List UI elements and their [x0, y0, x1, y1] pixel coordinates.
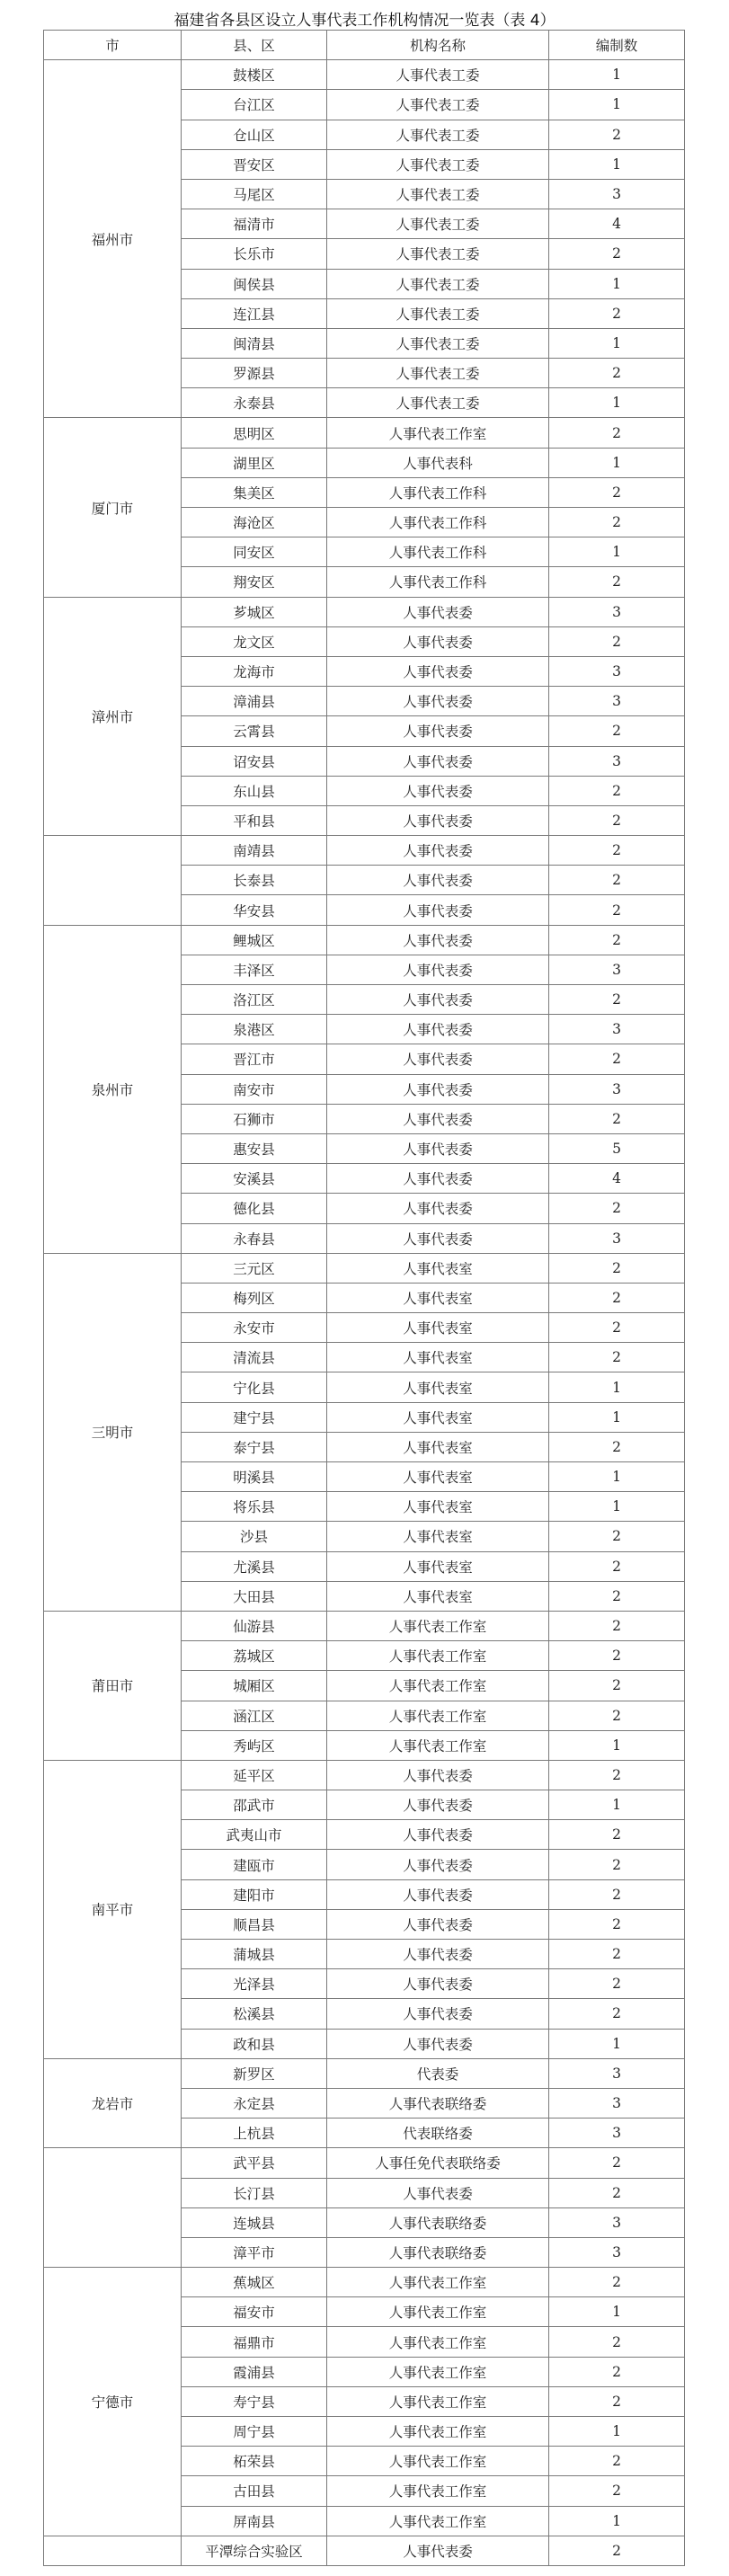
county-cell: 鲤城区: [182, 925, 327, 955]
county-cell: 南靖县: [182, 836, 327, 866]
staff-count-cell: 2: [549, 1104, 685, 1133]
county-cell: 政和县: [182, 2029, 327, 2058]
staff-count-cell: 1: [549, 60, 685, 90]
county-cell: 古田县: [182, 2476, 327, 2506]
staff-count-cell: 2: [549, 985, 685, 1015]
agency-cell: 人事代表委: [327, 746, 549, 776]
agency-cell: 人事代表工作室: [327, 1671, 549, 1701]
staff-count-cell: 2: [549, 418, 685, 448]
table-row: [44, 1253, 685, 1283]
county-cell: 涵江区: [182, 1701, 327, 1730]
agency-cell: 人事代表委: [327, 1850, 549, 1879]
agency-cell: 人事代表室: [327, 1522, 549, 1551]
county-cell: 漳浦县: [182, 687, 327, 716]
staff-count-cell: 2: [549, 508, 685, 537]
staff-count-cell: 2: [549, 836, 685, 866]
document-title: 福建省各县区设立人事代表工作机构情况一览表（表 4）: [173, 12, 556, 30]
county-cell: 鼓楼区: [182, 60, 327, 90]
city-cell: 福州市: [44, 60, 182, 418]
agency-cell: 人事代表委: [327, 895, 549, 925]
city-cell: 莆田市: [44, 1611, 182, 1760]
staff-count-cell: 1: [549, 90, 685, 120]
agency-cell: 人事代表联络委: [327, 2207, 549, 2237]
county-cell: 长汀县: [182, 2178, 327, 2207]
county-cell: 延平区: [182, 1760, 327, 1790]
county-cell: 泉港区: [182, 1015, 327, 1044]
agency-cell: 人事代表委: [327, 1999, 549, 2029]
staff-count-cell: 2: [549, 1999, 685, 2029]
city-cell: 宁德市: [44, 2268, 182, 2536]
agency-cell: 人事代表委: [327, 1879, 549, 1909]
staff-count-cell: 2: [549, 1432, 685, 1461]
staff-count-cell: 2: [549, 1701, 685, 1730]
agency-cell: 人事代表委: [327, 1223, 549, 1253]
agency-cell: 人事代表委: [327, 1760, 549, 1790]
agency-cell: 人事代表室: [327, 1402, 549, 1432]
agency-cell: 人事代表委: [327, 1194, 549, 1223]
county-cell: 福安市: [182, 2297, 327, 2327]
county-cell: 大田县: [182, 1581, 327, 1611]
county-cell: 福清市: [182, 209, 327, 239]
county-cell: 连城县: [182, 2207, 327, 2237]
table-row: [44, 2536, 685, 2565]
staff-count-cell: 3: [549, 687, 685, 716]
staff-count-cell: 1: [549, 1492, 685, 1522]
staff-count-cell: 1: [549, 2506, 685, 2536]
staff-count-cell: 2: [549, 359, 685, 388]
city-cell: 泉州市: [44, 925, 182, 1253]
staff-count-cell: 2: [549, 298, 685, 328]
agency-cell: 人事代表工作室: [327, 2447, 549, 2476]
county-cell: 湖里区: [182, 448, 327, 477]
county-cell: 光泽县: [182, 1969, 327, 1999]
agency-cell: 人事代表委: [327, 1969, 549, 1999]
staff-count-cell: 3: [549, 2058, 685, 2088]
staff-count-cell: 2: [549, 1641, 685, 1671]
county-cell: 武夷山市: [182, 1820, 327, 1850]
staff-count-cell: 2: [549, 925, 685, 955]
agency-cell: 人事代表工委: [327, 149, 549, 179]
county-cell: 建宁县: [182, 1402, 327, 1432]
county-cell: 三元区: [182, 1253, 327, 1283]
agency-cell: 人事代表工委: [327, 388, 549, 418]
city-cell: 漳州市: [44, 597, 182, 836]
agency-cell: 人事代表委: [327, 1790, 549, 1820]
agency-cell: 人事代表委: [327, 1104, 549, 1133]
county-cell: 霞浦县: [182, 2357, 327, 2386]
agency-cell: 人事代表委: [327, 626, 549, 656]
agency-cell: 人事代表委: [327, 687, 549, 716]
table-row: [44, 60, 685, 90]
agency-cell: 人事代表室: [327, 1551, 549, 1581]
staff-count-cell: 1: [549, 2297, 685, 2327]
agency-cell: 人事代表委: [327, 805, 549, 835]
agency-cell: 人事代表委: [327, 1820, 549, 1850]
staff-count-cell: 2: [549, 2148, 685, 2178]
county-cell: 永安市: [182, 1313, 327, 1343]
agency-cell: 人事代表工作室: [327, 2357, 549, 2386]
agency-table: [43, 30, 685, 2566]
county-cell: 永泰县: [182, 388, 327, 418]
table-row: [44, 2268, 685, 2297]
staff-count-cell: 2: [549, 1671, 685, 1701]
county-cell: 宁化县: [182, 1372, 327, 1402]
city-cell: 南平市: [44, 1760, 182, 2058]
staff-count-cell: 1: [549, 1730, 685, 1760]
county-cell: 石狮市: [182, 1104, 327, 1133]
table-row: [44, 836, 685, 866]
agency-cell: 人事代表工委: [327, 328, 549, 358]
staff-count-cell: 3: [549, 2088, 685, 2118]
county-cell: 秀屿区: [182, 1730, 327, 1760]
agency-cell: 人事代表工作科: [327, 537, 549, 567]
agency-cell: 人事代表联络委: [327, 2237, 549, 2267]
staff-count-cell: 1: [549, 1372, 685, 1402]
county-cell: 长泰县: [182, 866, 327, 895]
staff-count-cell: 2: [549, 1313, 685, 1343]
staff-count-cell: 2: [549, 1611, 685, 1640]
staff-count-cell: 2: [549, 2327, 685, 2357]
county-cell: 永定县: [182, 2088, 327, 2118]
agency-cell: 人事代表工委: [327, 179, 549, 209]
staff-count-cell: 2: [549, 1343, 685, 1372]
agency-cell: 人事代表委: [327, 1164, 549, 1194]
table-header-row: [44, 31, 685, 60]
staff-count-cell: 1: [549, 269, 685, 298]
agency-cell: 人事代表科: [327, 448, 549, 477]
agency-cell: 人事代表委: [327, 2178, 549, 2207]
county-cell: 梅列区: [182, 1283, 327, 1312]
staff-count-cell: 3: [549, 1015, 685, 1044]
staff-count-cell: 2: [549, 1522, 685, 1551]
staff-count-cell: 1: [549, 1790, 685, 1820]
county-cell: 晋安区: [182, 149, 327, 179]
staff-count-cell: 3: [549, 179, 685, 209]
county-cell: 清流县: [182, 1343, 327, 1372]
staff-count-cell: 4: [549, 209, 685, 239]
table-row: [44, 1760, 685, 1790]
staff-count-cell: 3: [549, 1074, 685, 1104]
city-cell: 龙岩市: [44, 2058, 182, 2148]
agency-cell: 人事代表室: [327, 1581, 549, 1611]
county-cell: 蒲城县: [182, 1940, 327, 1969]
staff-count-cell: 2: [549, 1820, 685, 1850]
county-cell: 翔安区: [182, 567, 327, 597]
county-cell: 闽侯县: [182, 269, 327, 298]
staff-count-cell: 2: [549, 1850, 685, 1879]
county-cell: 诏安县: [182, 746, 327, 776]
county-cell: 龙文区: [182, 626, 327, 656]
staff-count-cell: 1: [549, 2029, 685, 2058]
agency-cell: 人事代表委: [327, 955, 549, 984]
table-row: [44, 1611, 685, 1640]
header-county: 县、区: [182, 31, 327, 60]
staff-count-cell: 2: [549, 866, 685, 895]
agency-cell: 人事代表委: [327, 776, 549, 805]
header-staff-count: 编制数: [549, 31, 685, 60]
county-cell: 德化县: [182, 1194, 327, 1223]
staff-count-cell: 3: [549, 597, 685, 626]
staff-count-cell: 4: [549, 1164, 685, 1194]
staff-count-cell: 2: [549, 1969, 685, 1999]
agency-cell: 人事代表室: [327, 1283, 549, 1312]
agency-cell: 人事代表委: [327, 597, 549, 626]
agency-cell: 人事代表委: [327, 2536, 549, 2565]
county-cell: 上杭县: [182, 2119, 327, 2148]
staff-count-cell: 3: [549, 2237, 685, 2267]
staff-count-cell: 2: [549, 1760, 685, 1790]
county-cell: 沙县: [182, 1522, 327, 1551]
agency-cell: 人事代表工委: [327, 90, 549, 120]
county-cell: 连江县: [182, 298, 327, 328]
county-cell: 芗城区: [182, 597, 327, 626]
county-cell: 周宁县: [182, 2417, 327, 2447]
county-cell: 龙海市: [182, 656, 327, 686]
county-cell: 洛江区: [182, 985, 327, 1015]
county-cell: 荔城区: [182, 1641, 327, 1671]
agency-cell: 人事代表室: [327, 1462, 549, 1492]
agency-cell: 人事代表工作室: [327, 1641, 549, 1671]
agency-cell: 人事代表工作科: [327, 567, 549, 597]
table-body: [44, 60, 685, 2566]
staff-count-cell: 1: [549, 328, 685, 358]
county-cell: 平和县: [182, 805, 327, 835]
staff-count-cell: 2: [549, 805, 685, 835]
staff-count-cell: 2: [549, 2386, 685, 2416]
agency-cell: 人事任免代表联络委: [327, 2148, 549, 2178]
agency-cell: 人事代表室: [327, 1313, 549, 1343]
header-agency: 机构名称: [327, 31, 549, 60]
county-cell: 建瓯市: [182, 1850, 327, 1879]
table-row: [44, 925, 685, 955]
agency-cell: 人事代表工作室: [327, 2476, 549, 2506]
city-cell: [44, 2148, 182, 2268]
county-cell: 华安县: [182, 895, 327, 925]
county-cell: 安溪县: [182, 1164, 327, 1194]
agency-cell: 人事代表工作室: [327, 418, 549, 448]
staff-count-cell: 2: [549, 1909, 685, 1939]
agency-cell: 人事代表室: [327, 1253, 549, 1283]
agency-cell: 人事代表委: [327, 836, 549, 866]
county-cell: 晋江市: [182, 1044, 327, 1074]
staff-count-cell: 1: [549, 388, 685, 418]
staff-count-cell: 2: [549, 1940, 685, 1969]
county-cell: 柘荣县: [182, 2447, 327, 2476]
staff-count-cell: 2: [549, 1044, 685, 1074]
agency-cell: 人事代表委: [327, 925, 549, 955]
city-cell: 三明市: [44, 1253, 182, 1611]
county-cell: 寿宁县: [182, 2386, 327, 2416]
staff-count-cell: 3: [549, 2207, 685, 2237]
city-cell: [44, 836, 182, 926]
county-cell: 海沧区: [182, 508, 327, 537]
county-cell: 永春县: [182, 1223, 327, 1253]
county-cell: 松溪县: [182, 1999, 327, 2029]
staff-count-cell: 2: [549, 1194, 685, 1223]
agency-cell: 人事代表委: [327, 1909, 549, 1939]
agency-cell: 人事代表委: [327, 985, 549, 1015]
table-row: [44, 2148, 685, 2178]
agency-cell: 人事代表工作室: [327, 1730, 549, 1760]
agency-cell: 人事代表工作室: [327, 1701, 549, 1730]
agency-cell: 人事代表工作科: [327, 508, 549, 537]
staff-count-cell: 2: [549, 239, 685, 269]
staff-count-cell: 3: [549, 955, 685, 984]
agency-cell: 人事代表室: [327, 1492, 549, 1522]
agency-cell: 人事代表工委: [327, 298, 549, 328]
staff-count-cell: 5: [549, 1133, 685, 1163]
agency-cell: 人事代表工委: [327, 269, 549, 298]
county-cell: 蕉城区: [182, 2268, 327, 2297]
staff-count-cell: 1: [549, 149, 685, 179]
county-cell: 建阳市: [182, 1879, 327, 1909]
county-cell: 新罗区: [182, 2058, 327, 2088]
county-cell: 泰宁县: [182, 1432, 327, 1461]
agency-cell: 人事代表联络委: [327, 2088, 549, 2118]
staff-count-cell: 2: [549, 2536, 685, 2565]
county-cell: 仙游县: [182, 1611, 327, 1640]
staff-count-cell: 2: [549, 120, 685, 149]
county-cell: 台江区: [182, 90, 327, 120]
staff-count-cell: 2: [549, 2447, 685, 2476]
county-cell: 闽清县: [182, 328, 327, 358]
staff-count-cell: 3: [549, 656, 685, 686]
county-cell: 云霄县: [182, 716, 327, 746]
staff-count-cell: 3: [549, 1223, 685, 1253]
county-cell: 惠安县: [182, 1133, 327, 1163]
agency-cell: 人事代表委: [327, 1015, 549, 1044]
staff-count-cell: 2: [549, 2476, 685, 2506]
agency-cell: 人事代表工作室: [327, 2297, 549, 2327]
county-cell: 将乐县: [182, 1492, 327, 1522]
agency-cell: 人事代表工作室: [327, 2386, 549, 2416]
header-city: 市: [44, 31, 182, 60]
staff-count-cell: 3: [549, 746, 685, 776]
agency-cell: 代表联络委: [327, 2119, 549, 2148]
county-cell: 长乐市: [182, 239, 327, 269]
staff-count-cell: 1: [549, 448, 685, 477]
county-cell: 福鼎市: [182, 2327, 327, 2357]
agency-cell: 人事代表委: [327, 1133, 549, 1163]
agency-cell: 人事代表委: [327, 1044, 549, 1074]
county-cell: 城厢区: [182, 1671, 327, 1701]
agency-cell: 人事代表委: [327, 716, 549, 746]
county-cell: 武平县: [182, 2148, 327, 2178]
county-cell: 南安市: [182, 1074, 327, 1104]
county-cell: 丰泽区: [182, 955, 327, 984]
staff-count-cell: 2: [549, 1581, 685, 1611]
staff-count-cell: 1: [549, 1402, 685, 1432]
county-cell: 屏南县: [182, 2506, 327, 2536]
agency-cell: 人事代表工委: [327, 239, 549, 269]
agency-cell: 人事代表委: [327, 1940, 549, 1969]
staff-count-cell: 2: [549, 567, 685, 597]
agency-cell: 人事代表工委: [327, 359, 549, 388]
county-cell: 马尾区: [182, 179, 327, 209]
agency-cell: 人事代表委: [327, 2029, 549, 2058]
staff-count-cell: 2: [549, 1551, 685, 1581]
agency-cell: 人事代表工作室: [327, 1611, 549, 1640]
agency-cell: 人事代表委: [327, 866, 549, 895]
staff-count-cell: 1: [549, 2417, 685, 2447]
agency-cell: 人事代表委: [327, 656, 549, 686]
city-cell: 厦门市: [44, 418, 182, 597]
agency-cell: 代表委: [327, 2058, 549, 2088]
agency-cell: 人事代表工作室: [327, 2506, 549, 2536]
agency-cell: 人事代表工作室: [327, 2417, 549, 2447]
agency-cell: 人事代表工作室: [327, 2327, 549, 2357]
county-cell: 思明区: [182, 418, 327, 448]
staff-count-cell: 2: [549, 2178, 685, 2207]
city-cell: [44, 2536, 182, 2565]
agency-cell: 人事代表室: [327, 1372, 549, 1402]
staff-count-cell: 2: [549, 626, 685, 656]
table-row: [44, 418, 685, 448]
county-cell: 同安区: [182, 537, 327, 567]
staff-count-cell: 1: [549, 1462, 685, 1492]
staff-count-cell: 2: [549, 1879, 685, 1909]
county-cell: 平潭综合实验区: [182, 2536, 327, 2565]
staff-count-cell: 1: [549, 537, 685, 567]
county-cell: 集美区: [182, 477, 327, 507]
agency-cell: 人事代表工委: [327, 120, 549, 149]
staff-count-cell: 2: [549, 2357, 685, 2386]
county-cell: 东山县: [182, 776, 327, 805]
agency-cell: 人事代表委: [327, 1074, 549, 1104]
staff-count-cell: 2: [549, 477, 685, 507]
staff-count-cell: 2: [549, 776, 685, 805]
agency-cell: 人事代表工委: [327, 60, 549, 90]
county-cell: 明溪县: [182, 1462, 327, 1492]
county-cell: 漳平市: [182, 2237, 327, 2267]
agency-cell: 人事代表室: [327, 1432, 549, 1461]
staff-count-cell: 2: [549, 1253, 685, 1283]
table-row: [44, 2058, 685, 2088]
agency-cell: 人事代表工作科: [327, 477, 549, 507]
staff-count-cell: 2: [549, 716, 685, 746]
staff-count-cell: 2: [549, 2268, 685, 2297]
county-cell: 仓山区: [182, 120, 327, 149]
county-cell: 尤溪县: [182, 1551, 327, 1581]
county-cell: 顺昌县: [182, 1909, 327, 1939]
staff-count-cell: 2: [549, 895, 685, 925]
county-cell: 邵武市: [182, 1790, 327, 1820]
agency-cell: 人事代表室: [327, 1343, 549, 1372]
agency-cell: 人事代表工委: [327, 209, 549, 239]
table-row: [44, 597, 685, 626]
staff-count-cell: 3: [549, 2119, 685, 2148]
county-cell: 罗源县: [182, 359, 327, 388]
agency-cell: 人事代表工作室: [327, 2268, 549, 2297]
staff-count-cell: 2: [549, 1283, 685, 1312]
